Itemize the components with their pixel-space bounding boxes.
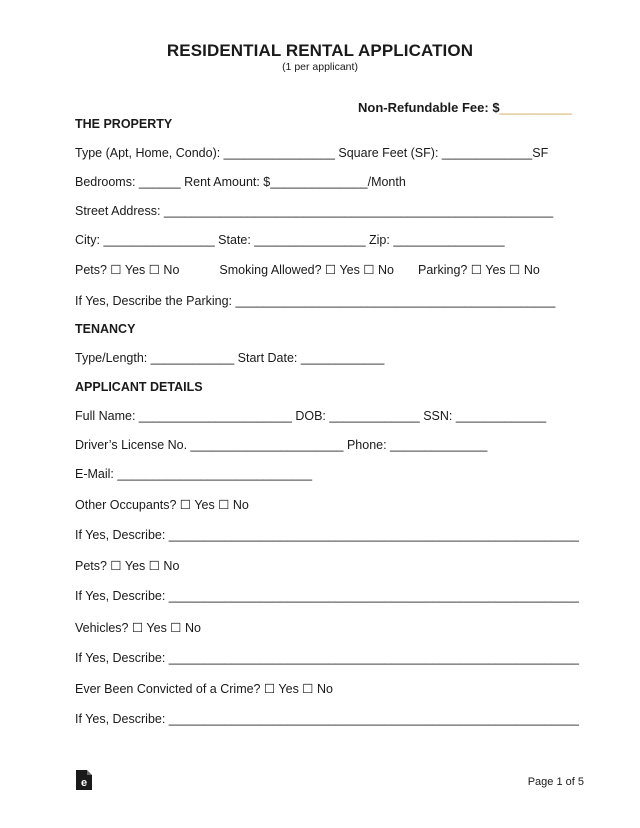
other-occupants-line[interactable]: Other Occupants? ☐ Yes ☐ No bbox=[75, 498, 249, 512]
crime-line[interactable]: Ever Been Convicted of a Crime? ☐ Yes ☐ No bbox=[75, 682, 333, 696]
page-number: Page 1 of 5 bbox=[527, 776, 584, 788]
document-subtitle: (1 per applicant) bbox=[282, 61, 358, 73]
eforms-logo-icon bbox=[75, 769, 93, 791]
section-heading-property: THE PROPERTY bbox=[75, 117, 173, 131]
document-title: RESIDENTIAL RENTAL APPLICATION bbox=[166, 41, 474, 60]
type-length-start-line[interactable]: Type/Length: ____________ Start Date: ____________ bbox=[75, 351, 385, 365]
street-address-line[interactable]: Street Address: ________________________________________________________ bbox=[75, 204, 554, 218]
fee-label: Non-Refundable Fee: $ bbox=[358, 100, 500, 115]
vehicles-line[interactable]: Vehicles? ☐ Yes ☐ No bbox=[75, 621, 201, 635]
email-line[interactable]: E-Mail: ____________________________ bbox=[75, 467, 313, 481]
parking-checkbox-group[interactable]: Parking? ☐ Yes ☐ No bbox=[418, 263, 540, 277]
fee-field[interactable] bbox=[358, 100, 572, 115]
occupants-describe-line[interactable]: If Yes, Describe: ___________________________________________________________ bbox=[75, 528, 579, 542]
vehicles-describe-line[interactable]: If Yes, Describe: ___________________________________________________________ bbox=[75, 651, 579, 665]
fee-blank[interactable]: __________ bbox=[499, 100, 572, 115]
bedrooms-rent-line[interactable]: Bedrooms: ______ Rent Amount: $______________/Month bbox=[75, 175, 406, 189]
parking-describe-line[interactable]: If Yes, Describe the Parking: ______________________________________________ bbox=[75, 294, 556, 308]
type-sqft-line[interactable]: Type (Apt, Home, Condo): ________________ Square Feet (SF): _____________SF bbox=[75, 146, 549, 160]
pets-smoking-parking-line[interactable] bbox=[75, 262, 540, 277]
section-heading-tenancy: TENANCY bbox=[75, 322, 136, 336]
name-dob-ssn-line[interactable]: Full Name: ______________________ DOB: _____________ SSN: _____________ bbox=[75, 409, 547, 423]
svg-text:e: e bbox=[80, 777, 88, 789]
crime-describe-line[interactable]: If Yes, Describe: ___________________________________________________________ bbox=[75, 712, 579, 726]
section-heading-applicant: APPLICANT DETAILS bbox=[75, 380, 203, 394]
smoking-checkbox-group[interactable]: Smoking Allowed? ☐ Yes ☐ No bbox=[219, 263, 395, 277]
applicant-pets-line[interactable]: Pets? ☐ Yes ☐ No bbox=[75, 559, 180, 573]
city-state-zip-line[interactable]: City: ________________ State: ________________ Zip: ________________ bbox=[75, 233, 505, 247]
pets-describe-line[interactable]: If Yes, Describe: ___________________________________________________________ bbox=[75, 589, 579, 603]
pets-checkbox-group[interactable]: Pets? ☐ Yes ☐ No bbox=[75, 263, 180, 277]
license-phone-line[interactable]: Driver’s License No. ______________________ Phone: ______________ bbox=[75, 438, 488, 452]
